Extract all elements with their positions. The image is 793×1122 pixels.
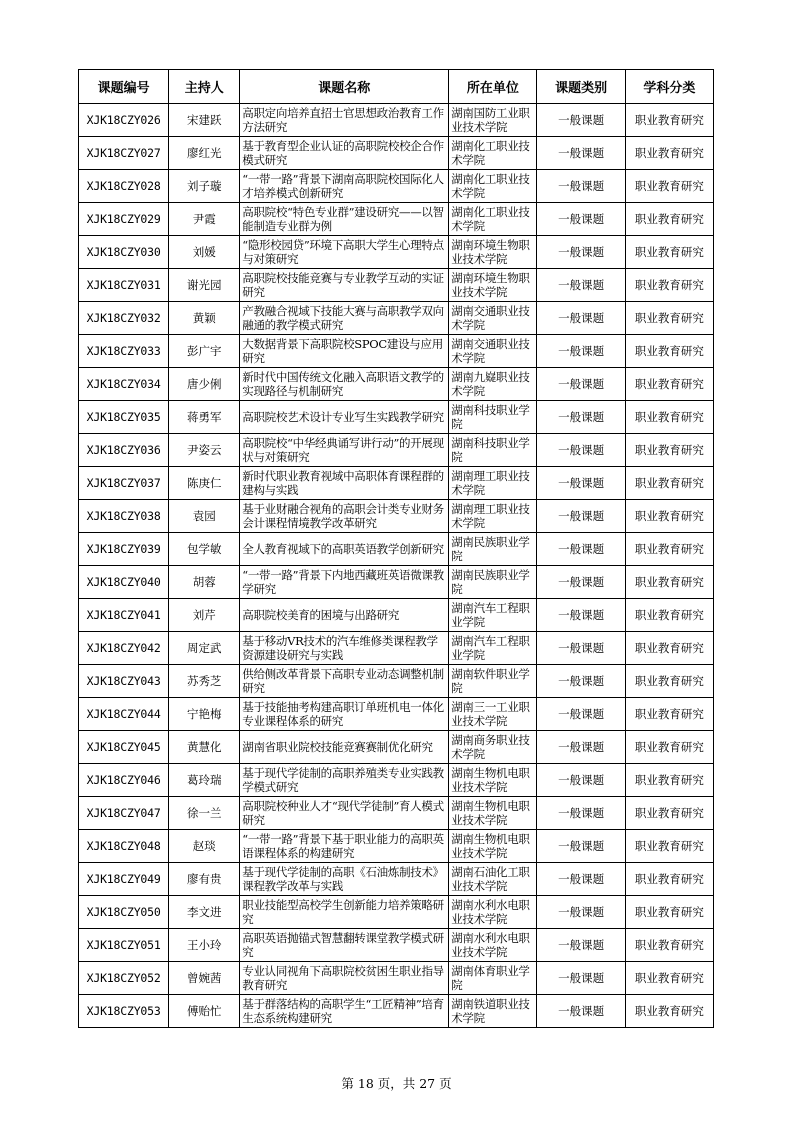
cell-host: 黄颖 bbox=[169, 302, 240, 335]
cell-unit: 湖南民族职业学院 bbox=[449, 566, 537, 599]
cell-code: XJK18CZY030 bbox=[79, 236, 169, 269]
cell-type: 一般课题 bbox=[537, 137, 625, 170]
cell-unit: 湖南环境生物职业技术学院 bbox=[449, 236, 537, 269]
cell-category: 职业教育研究 bbox=[625, 203, 713, 236]
cell-category: 职业教育研究 bbox=[625, 137, 713, 170]
table-row bbox=[79, 335, 714, 368]
cell-type: 一般课题 bbox=[537, 500, 625, 533]
cell-unit: 湖南化工职业技术学院 bbox=[449, 137, 537, 170]
cell-title: 产教融合视域下技能大赛与高职教学双向融通的教学模式研究 bbox=[240, 302, 449, 335]
cell-title: “隐形校园贷”环境下高职大学生心理特点与对策研究 bbox=[240, 236, 449, 269]
cell-unit: 湖南水利水电职业技术学院 bbox=[449, 929, 537, 962]
table-row bbox=[79, 698, 714, 731]
cell-host: 周定武 bbox=[169, 632, 240, 665]
table-row bbox=[79, 731, 714, 764]
cell-title: 职业技能型高校学生创新能力培养策略研究 bbox=[240, 896, 449, 929]
cell-host: 包学敏 bbox=[169, 533, 240, 566]
cell-host: 曾婉茜 bbox=[169, 962, 240, 995]
cell-code: XJK18CZY049 bbox=[79, 863, 169, 896]
cell-unit: 湖南民族职业学院 bbox=[449, 533, 537, 566]
cell-unit: 湖南生物机电职业技术学院 bbox=[449, 764, 537, 797]
cell-unit: 湖南环境生物职业技术学院 bbox=[449, 269, 537, 302]
cell-code: XJK18CZY051 bbox=[79, 929, 169, 962]
cell-code: XJK18CZY048 bbox=[79, 830, 169, 863]
cell-type: 一般课题 bbox=[537, 236, 625, 269]
cell-code: XJK18CZY037 bbox=[79, 467, 169, 500]
cell-code: XJK18CZY031 bbox=[79, 269, 169, 302]
table-row bbox=[79, 104, 714, 137]
cell-unit: 湖南国防工业职业技术学院 bbox=[449, 104, 537, 137]
table-row bbox=[79, 434, 714, 467]
cell-type: 一般课题 bbox=[537, 104, 625, 137]
cell-code: XJK18CZY038 bbox=[79, 500, 169, 533]
cell-type: 一般课题 bbox=[537, 995, 625, 1028]
cell-category: 职业教育研究 bbox=[625, 236, 713, 269]
cell-code: XJK18CZY032 bbox=[79, 302, 169, 335]
cell-code: XJK18CZY026 bbox=[79, 104, 169, 137]
cell-code: XJK18CZY040 bbox=[79, 566, 169, 599]
cell-code: XJK18CZY044 bbox=[79, 698, 169, 731]
cell-code: XJK18CZY042 bbox=[79, 632, 169, 665]
table-row bbox=[79, 500, 714, 533]
cell-host: 徐一兰 bbox=[169, 797, 240, 830]
project-table bbox=[78, 69, 714, 1028]
header-type: 课题类别 bbox=[537, 70, 625, 104]
header-code: 课题编号 bbox=[79, 70, 169, 104]
cell-code: XJK18CZY036 bbox=[79, 434, 169, 467]
cell-title: “一带一路”背景下内地西藏班英语微课教学研究 bbox=[240, 566, 449, 599]
cell-code: XJK18CZY033 bbox=[79, 335, 169, 368]
cell-title: 基于现代学徒制的高职养殖类专业实践教学模式研究 bbox=[240, 764, 449, 797]
cell-title: 供给侧改革背景下高职专业动态调整机制研究 bbox=[240, 665, 449, 698]
cell-host: 尹姿云 bbox=[169, 434, 240, 467]
cell-title: “一带一路”背景下湖南高职院校国际化人才培养模式创新研究 bbox=[240, 170, 449, 203]
header-host: 主持人 bbox=[169, 70, 240, 104]
cell-type: 一般课题 bbox=[537, 632, 625, 665]
cell-host: 赵琰 bbox=[169, 830, 240, 863]
cell-title: 基于现代学徒制的高职《石油炼制技术》课程教学改革与实践 bbox=[240, 863, 449, 896]
table-row bbox=[79, 929, 714, 962]
cell-code: XJK18CZY039 bbox=[79, 533, 169, 566]
cell-title: 基于教育型企业认证的高职院校校企合作模式研究 bbox=[240, 137, 449, 170]
cell-category: 职业教育研究 bbox=[625, 500, 713, 533]
table-row bbox=[79, 401, 714, 434]
cell-unit: 湖南九嶷职业技术学院 bbox=[449, 368, 537, 401]
cell-category: 职业教育研究 bbox=[625, 632, 713, 665]
cell-host: 宁艳梅 bbox=[169, 698, 240, 731]
cell-category: 职业教育研究 bbox=[625, 962, 713, 995]
table-row bbox=[79, 896, 714, 929]
cell-title: 基于移动VR技术的汽车维修类课程教学资源建设研究与实践 bbox=[240, 632, 449, 665]
cell-type: 一般课题 bbox=[537, 962, 625, 995]
table-row bbox=[79, 599, 714, 632]
cell-host: 彭广宇 bbox=[169, 335, 240, 368]
cell-type: 一般课题 bbox=[537, 203, 625, 236]
cell-unit: 湖南水利水电职业技术学院 bbox=[449, 896, 537, 929]
table-row bbox=[79, 995, 714, 1028]
cell-title: 新时代职业教育视域中高职体育课程群的建构与实践 bbox=[240, 467, 449, 500]
cell-category: 职业教育研究 bbox=[625, 335, 713, 368]
cell-type: 一般课题 bbox=[537, 434, 625, 467]
cell-host: 袁园 bbox=[169, 500, 240, 533]
cell-unit: 湖南生物机电职业技术学院 bbox=[449, 830, 537, 863]
cell-host: 廖红光 bbox=[169, 137, 240, 170]
header-unit: 所在单位 bbox=[449, 70, 537, 104]
cell-category: 职业教育研究 bbox=[625, 896, 713, 929]
table-row bbox=[79, 962, 714, 995]
cell-category: 职业教育研究 bbox=[625, 104, 713, 137]
cell-type: 一般课题 bbox=[537, 368, 625, 401]
cell-category: 职业教育研究 bbox=[625, 533, 713, 566]
cell-unit: 湖南化工职业技术学院 bbox=[449, 170, 537, 203]
cell-host: 胡蓉 bbox=[169, 566, 240, 599]
cell-code: XJK18CZY041 bbox=[79, 599, 169, 632]
cell-host: 李文进 bbox=[169, 896, 240, 929]
table-row bbox=[79, 170, 714, 203]
cell-category: 职业教育研究 bbox=[625, 599, 713, 632]
cell-host: 蒋勇军 bbox=[169, 401, 240, 434]
cell-category: 职业教育研究 bbox=[625, 797, 713, 830]
cell-type: 一般课题 bbox=[537, 863, 625, 896]
cell-category: 职业教育研究 bbox=[625, 302, 713, 335]
cell-title: “一带一路”背景下基于职业能力的高职英语课程体系的构建研究 bbox=[240, 830, 449, 863]
table-row bbox=[79, 236, 714, 269]
cell-category: 职业教育研究 bbox=[625, 830, 713, 863]
table-row bbox=[79, 368, 714, 401]
cell-title: 专业认同视角下高职院校贫困生职业指导教育研究 bbox=[240, 962, 449, 995]
cell-unit: 湖南生物机电职业技术学院 bbox=[449, 797, 537, 830]
cell-unit: 湖南交通职业技术学院 bbox=[449, 335, 537, 368]
cell-host: 唐少俐 bbox=[169, 368, 240, 401]
cell-title: 基于技能抽考构建高职订单班机电一体化专业课程体系的研究 bbox=[240, 698, 449, 731]
cell-category: 职业教育研究 bbox=[625, 434, 713, 467]
cell-type: 一般课题 bbox=[537, 302, 625, 335]
cell-type: 一般课题 bbox=[537, 401, 625, 434]
cell-category: 职业教育研究 bbox=[625, 170, 713, 203]
cell-unit: 湖南石油化工职业技术学院 bbox=[449, 863, 537, 896]
cell-unit: 湖南商务职业技术学院 bbox=[449, 731, 537, 764]
table-row bbox=[79, 467, 714, 500]
cell-host: 廖有贵 bbox=[169, 863, 240, 896]
cell-title: 高职院校艺术设计专业写生实践教学研究 bbox=[240, 401, 449, 434]
cell-host: 苏秀芝 bbox=[169, 665, 240, 698]
cell-type: 一般课题 bbox=[537, 896, 625, 929]
cell-category: 职业教育研究 bbox=[625, 401, 713, 434]
cell-title: 基于群落结构的高职学生“工匠精神”培育生态系统构建研究 bbox=[240, 995, 449, 1028]
cell-type: 一般课题 bbox=[537, 698, 625, 731]
cell-unit: 湖南铁道职业技术学院 bbox=[449, 995, 537, 1028]
cell-code: XJK18CZY027 bbox=[79, 137, 169, 170]
table-row bbox=[79, 632, 714, 665]
cell-type: 一般课题 bbox=[537, 731, 625, 764]
cell-type: 一般课题 bbox=[537, 599, 625, 632]
cell-unit: 湖南化工职业技术学院 bbox=[449, 203, 537, 236]
table-row bbox=[79, 203, 714, 236]
cell-code: XJK18CZY053 bbox=[79, 995, 169, 1028]
table-row bbox=[79, 269, 714, 302]
cell-title: 高职院校种业人才“现代学徒制”育人模式研究 bbox=[240, 797, 449, 830]
cell-title: 高职定向培养直招士官思想政治教育工作方法研究 bbox=[240, 104, 449, 137]
cell-code: XJK18CZY029 bbox=[79, 203, 169, 236]
cell-host: 葛玲瑞 bbox=[169, 764, 240, 797]
cell-type: 一般课题 bbox=[537, 170, 625, 203]
cell-code: XJK18CZY034 bbox=[79, 368, 169, 401]
table-row bbox=[79, 566, 714, 599]
cell-code: XJK18CZY050 bbox=[79, 896, 169, 929]
cell-type: 一般课题 bbox=[537, 335, 625, 368]
table-row bbox=[79, 137, 714, 170]
cell-category: 职业教育研究 bbox=[625, 863, 713, 896]
table-row bbox=[79, 863, 714, 896]
cell-type: 一般课题 bbox=[537, 665, 625, 698]
cell-type: 一般课题 bbox=[537, 797, 625, 830]
cell-unit: 湖南软件职业学院 bbox=[449, 665, 537, 698]
cell-code: XJK18CZY045 bbox=[79, 731, 169, 764]
cell-code: XJK18CZY035 bbox=[79, 401, 169, 434]
cell-title: 高职院校美育的困境与出路研究 bbox=[240, 599, 449, 632]
cell-unit: 湖南体育职业学院 bbox=[449, 962, 537, 995]
cell-category: 职业教育研究 bbox=[625, 566, 713, 599]
cell-code: XJK18CZY052 bbox=[79, 962, 169, 995]
table-row bbox=[79, 302, 714, 335]
cell-host: 宋建跃 bbox=[169, 104, 240, 137]
cell-type: 一般课题 bbox=[537, 533, 625, 566]
cell-category: 职业教育研究 bbox=[625, 698, 713, 731]
cell-category: 职业教育研究 bbox=[625, 764, 713, 797]
table-row bbox=[79, 764, 714, 797]
cell-title: 新时代中国传统文化融入高职语文教学的实现路径与机制研究 bbox=[240, 368, 449, 401]
cell-title: 高职院校技能竞赛与专业教学互动的实证研究 bbox=[240, 269, 449, 302]
cell-unit: 湖南交通职业技术学院 bbox=[449, 302, 537, 335]
cell-unit: 湖南汽车工程职业学院 bbox=[449, 599, 537, 632]
table-header-row bbox=[79, 70, 714, 104]
cell-type: 一般课题 bbox=[537, 929, 625, 962]
cell-host: 刘芹 bbox=[169, 599, 240, 632]
cell-host: 陈庚仁 bbox=[169, 467, 240, 500]
cell-category: 职业教育研究 bbox=[625, 665, 713, 698]
table-row bbox=[79, 797, 714, 830]
cell-title: 湖南省职业院校技能竞赛赛制优化研究 bbox=[240, 731, 449, 764]
cell-title: 高职英语抛锚式智慧翻转课堂教学模式研究 bbox=[240, 929, 449, 962]
cell-type: 一般课题 bbox=[537, 467, 625, 500]
cell-category: 职业教育研究 bbox=[625, 368, 713, 401]
cell-category: 职业教育研究 bbox=[625, 731, 713, 764]
cell-category: 职业教育研究 bbox=[625, 269, 713, 302]
cell-unit: 湖南理工职业技术学院 bbox=[449, 467, 537, 500]
cell-code: XJK18CZY046 bbox=[79, 764, 169, 797]
cell-code: XJK18CZY043 bbox=[79, 665, 169, 698]
cell-host: 谢光园 bbox=[169, 269, 240, 302]
cell-title: 高职院校“特色专业群”建设研究——以智能制造专业群为例 bbox=[240, 203, 449, 236]
cell-host: 傅贻忙 bbox=[169, 995, 240, 1028]
cell-host: 王小玲 bbox=[169, 929, 240, 962]
header-category: 学科分类 bbox=[625, 70, 713, 104]
cell-title: 大数据背景下高职院校SPOC建设与应用研究 bbox=[240, 335, 449, 368]
cell-host: 黄慧化 bbox=[169, 731, 240, 764]
cell-code: XJK18CZY028 bbox=[79, 170, 169, 203]
cell-unit: 湖南科技职业学院 bbox=[449, 401, 537, 434]
cell-type: 一般课题 bbox=[537, 764, 625, 797]
table-row bbox=[79, 533, 714, 566]
cell-host: 刘媛 bbox=[169, 236, 240, 269]
page-number: 第 18 页，共 27 页 bbox=[341, 1076, 452, 1091]
cell-unit: 湖南科技职业学院 bbox=[449, 434, 537, 467]
cell-title: 高职院校“中华经典诵写讲行动”的开展现状与对策研究 bbox=[240, 434, 449, 467]
table-row bbox=[79, 665, 714, 698]
cell-unit: 湖南汽车工程职业学院 bbox=[449, 632, 537, 665]
cell-type: 一般课题 bbox=[537, 830, 625, 863]
cell-category: 职业教育研究 bbox=[625, 929, 713, 962]
table-row bbox=[79, 830, 714, 863]
cell-host: 刘子璇 bbox=[169, 170, 240, 203]
cell-unit: 湖南三一工业职业技术学院 bbox=[449, 698, 537, 731]
header-title: 课题名称 bbox=[240, 70, 449, 104]
cell-title: 全人教育视域下的高职英语教学创新研究 bbox=[240, 533, 449, 566]
cell-type: 一般课题 bbox=[537, 269, 625, 302]
cell-category: 职业教育研究 bbox=[625, 467, 713, 500]
cell-code: XJK18CZY047 bbox=[79, 797, 169, 830]
cell-title: 基于业财融合视角的高职会计类专业财务会计课程情境教学改革研究 bbox=[240, 500, 449, 533]
cell-unit: 湖南理工职业技术学院 bbox=[449, 500, 537, 533]
cell-host: 尹霞 bbox=[169, 203, 240, 236]
cell-category: 职业教育研究 bbox=[625, 995, 713, 1028]
cell-type: 一般课题 bbox=[537, 566, 625, 599]
